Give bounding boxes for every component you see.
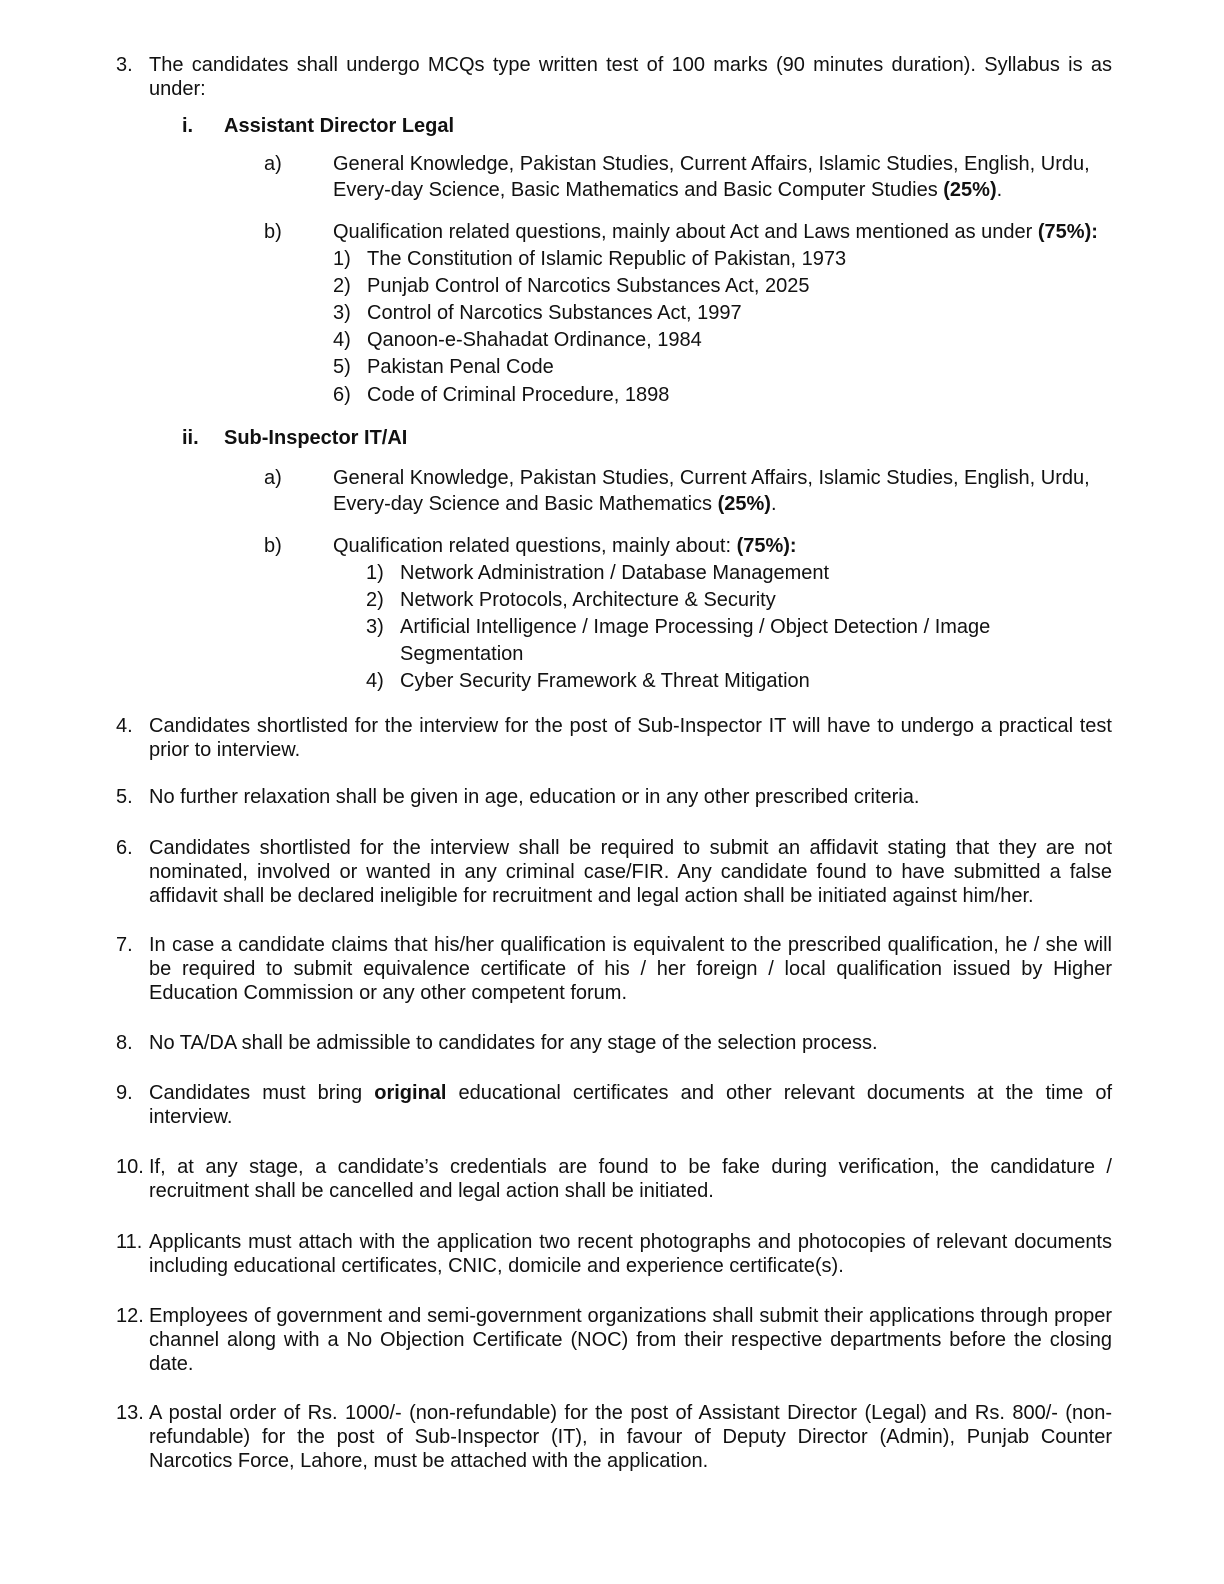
list-item-12: [116, 1304, 1112, 1376]
item-number: 8.: [116, 1032, 133, 1054]
item-number: 4.: [116, 715, 133, 737]
item-number: 13.: [116, 1402, 144, 1424]
item-number: 10.: [116, 1156, 144, 1178]
item-number: 7.: [116, 934, 133, 956]
section-numeral: i.: [182, 115, 194, 137]
subitem-label: b): [264, 535, 282, 557]
law-list-item: 2) Punjab Control of Narcotics Substances Act, 2025: [333, 275, 810, 297]
subitem-text: Qualification related questions, mainly about Act and Laws mentioned as under (75%):: [333, 221, 1098, 243]
item-text: If, at any stage, a candidate’s credentials are found to be fake during verification, the candidature / recruitment shall be cancelled and legal action shall be initiated.: [149, 1156, 1112, 1202]
list-item-4: [116, 714, 1112, 762]
list-item-7: [116, 933, 1112, 1005]
subitem-b-qualification: [264, 533, 1112, 559]
item-text: In case a candidate claims that his/her qualification is equivalent to the prescribed qualification, he / she will be required to submit equivalence certificate of his / her foreign / local qualification issued by Higher Education Commission or any other competent forum.: [149, 934, 1112, 1004]
item-text: Candidates shortlisted for the interview shall be required to submit an affidavit stating that they are not nominated, involved or wanted in any criminal case/FIR. Any candidate found to have submitted a false affidavit shall be declared ineligible for recruitment and legal action shall be initiated against him/her.: [149, 837, 1112, 907]
section-numeral: ii.: [182, 427, 199, 449]
list-item-5: [116, 785, 1112, 809]
section-title: Assistant Director Legal: [224, 115, 455, 137]
weight-badge: (25%): [943, 179, 997, 201]
emphasis-original: original: [374, 1082, 447, 1104]
item-number: 3.: [116, 54, 133, 76]
list-item-3: [116, 53, 1112, 101]
list-item-13: [116, 1401, 1112, 1473]
list-item-6: [116, 836, 1112, 908]
subitem-a-general: [264, 465, 1112, 517]
list-item-9: [116, 1081, 1112, 1129]
topic-list-item: 4) Cyber Security Framework & Threat Mitigation: [366, 670, 810, 692]
section-title: Sub-Inspector IT/AI: [224, 427, 408, 449]
subitem-label: b): [264, 221, 282, 243]
item-text: Applicants must attach with the application two recent photographs and photocopies of relevant documents including educational certificates, CNIC, domicile and experience certificate(s).: [149, 1231, 1112, 1277]
subitem-a-general: [264, 151, 1112, 203]
item-number: 6.: [116, 837, 133, 859]
weight-badge: (25%): [717, 493, 771, 515]
law-list-item: 1) The Constitution of Islamic Republic of Pakistan, 1973: [333, 248, 847, 270]
subitem-text: Qualification related questions, mainly about: (75%):: [333, 535, 797, 557]
topic-list-item: 2) Network Protocols, Architecture & Security: [366, 589, 776, 611]
item-text: A postal order of Rs. 1000/- (non-refundable) for the post of Assistant Director (Legal) and Rs. 800/- (non-refundable) for the post of Sub-Inspector (IT), in favour of Deputy Director (Admin), Punjab Counter Narcotics Force, Lahore, must be attached with the application.: [149, 1402, 1112, 1472]
subitem-label: a): [264, 153, 282, 175]
item-text: The candidates shall undergo MCQs type written test of 100 marks (90 minutes duration). Syllabus is as under:: [149, 54, 1112, 100]
subitem-label: a): [264, 467, 282, 489]
subitem-text: General Knowledge, Pakistan Studies, Current Affairs, Islamic Studies, English, Urdu, Every-day Science, Basic Mathematics and Basic Computer Studies (25%).: [333, 153, 1090, 201]
item-text: No TA/DA shall be admissible to candidates for any stage of the selection process.: [149, 1032, 878, 1054]
item-number: 5.: [116, 786, 133, 808]
law-list-item: 6) Code of Criminal Procedure, 1898: [333, 384, 670, 406]
item-text: Employees of government and semi-government organizations shall submit their applications through proper channel along with a No Objection Certificate (NOC) from their respective departments before the closing date.: [149, 1305, 1112, 1375]
list-item-8: [116, 1031, 1112, 1055]
subitem-b-qualification: [264, 219, 1112, 245]
weight-badge: (75%):: [736, 535, 797, 557]
item-number: 9.: [116, 1082, 133, 1104]
item-number: 11.: [116, 1231, 143, 1253]
topic-list-item: 3) Artificial Intelligence / Image Processing / Object Detection / Image Segmentation: [366, 616, 991, 665]
law-list-item: 3) Control of Narcotics Substances Act, 1997: [333, 302, 742, 324]
law-list-item: 4) Qanoon-e-Shahadat Ordinance, 1984: [333, 329, 702, 351]
weight-badge: (75%):: [1037, 221, 1098, 243]
topic-list-item: 1) Network Administration / Database Management: [366, 562, 830, 584]
law-list-item: 5) Pakistan Penal Code: [333, 356, 554, 378]
item-text: Candidates must bring original educational certificates and other relevant documents at the time of interview.: [149, 1082, 1113, 1128]
list-item-11: [116, 1230, 1112, 1278]
list-item-10: [116, 1155, 1112, 1203]
item-text: Candidates shortlisted for the interview for the post of Sub-Inspector IT will have to undergo a practical test prior to interview.: [149, 715, 1112, 761]
item-number: 12.: [116, 1305, 144, 1327]
item-text: No further relaxation shall be given in age, education or in any other prescribed criteria.: [149, 786, 920, 808]
subitem-text: General Knowledge, Pakistan Studies, Current Affairs, Islamic Studies, English, Urdu, Every-day Science and Basic Mathematics (25%).: [333, 467, 1090, 515]
